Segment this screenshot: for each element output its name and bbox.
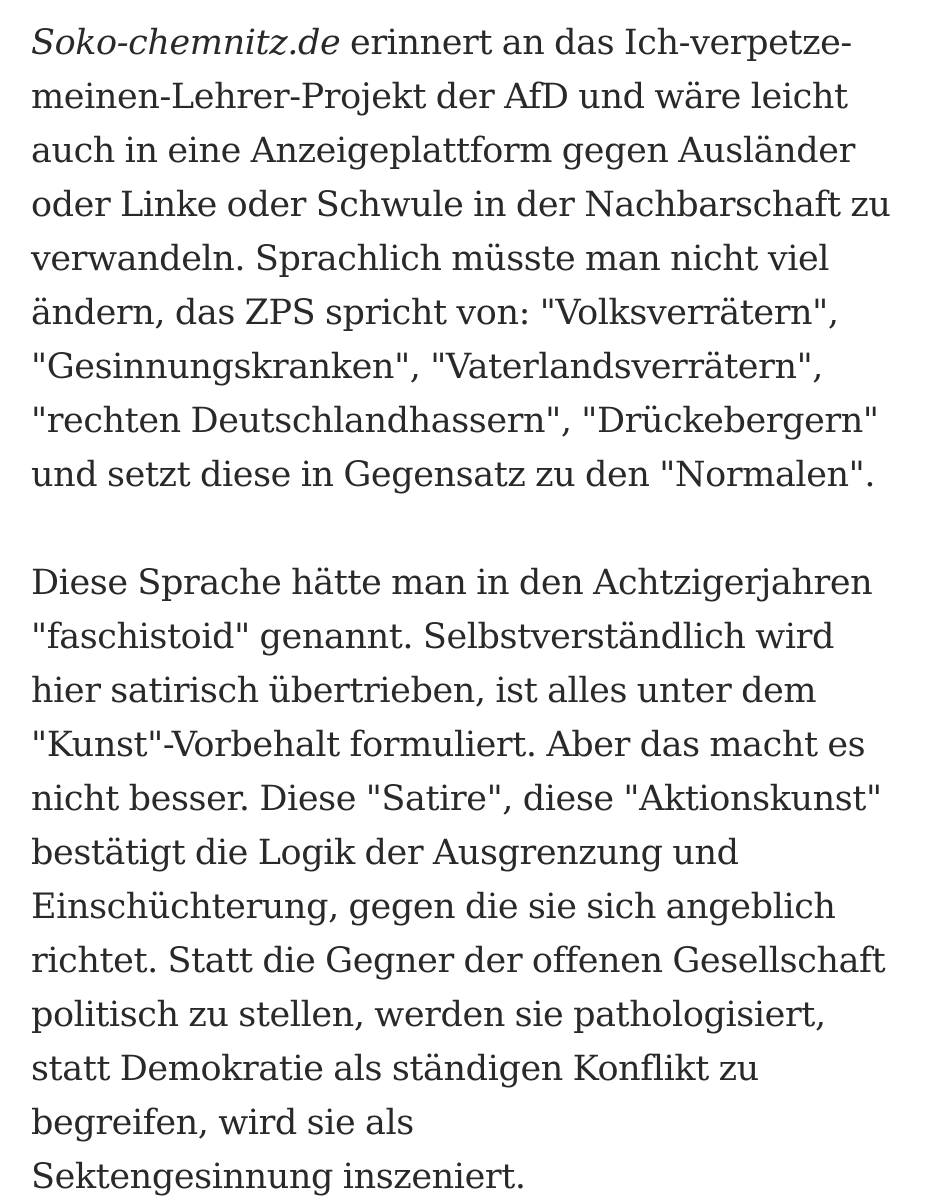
article-body	[31, 16, 936, 1204]
text-line: nicht besser. Diese "Satire", diese "Aktionskunst"	[31, 779, 882, 819]
text-line: bestätigt die Logik der Ausgrenzung und	[31, 833, 739, 873]
text-line: Einschüchterung, gegen die sie sich angeblich	[31, 887, 836, 927]
text-line: statt Demokratie als ständigen Konflikt zu	[31, 1049, 759, 1089]
paragraph-1	[31, 16, 936, 502]
text-line: verwandeln. Sprachlich müsste man nicht viel	[31, 239, 830, 279]
text-line: auch in eine Anzeigeplattform gegen Ausländer	[31, 131, 855, 171]
text-line: Diese Sprache hätte man in den Achtzigerjahren	[31, 563, 873, 603]
text-line: richtet. Statt die Gegner der offenen Gesellschaft	[31, 941, 886, 981]
text-line: "Gesinnungskranken", "Vaterlandsverrätern",	[31, 347, 824, 387]
text-line: Sektengesinnung inszeniert.	[31, 1157, 526, 1197]
soko-chemnitz-link[interactable]: Soko-chemnitz.de	[31, 23, 341, 63]
text-line: meinen-Lehrer-Projekt der AfD und wäre leicht	[31, 77, 848, 117]
text-line	[31, 16, 936, 70]
text-line: hier satirisch übertrieben, ist alles unter dem	[31, 671, 817, 711]
text-line: politisch zu stellen, werden sie pathologisiert,	[31, 995, 826, 1035]
paragraph-2	[31, 556, 936, 1204]
text-line: und setzt diese in Gegensatz zu den "Normalen".	[31, 455, 876, 495]
text-line: "rechten Deutschlandhassern", "Drückebergern"	[31, 401, 879, 441]
text-line: "Kunst"-Vorbehalt formuliert. Aber das macht es	[31, 725, 866, 765]
text-line: oder Linke oder Schwule in der Nachbarschaft zu	[31, 185, 891, 225]
text-line: begreifen, wird sie als	[31, 1103, 414, 1143]
text-line: ändern, das ZPS spricht von: "Volksverrätern",	[31, 293, 839, 333]
text-line-rest: erinnert an das Ich-verpetze-	[340, 23, 852, 63]
text-line: "faschistoid" genannt. Selbstverständlich wird	[31, 617, 834, 657]
